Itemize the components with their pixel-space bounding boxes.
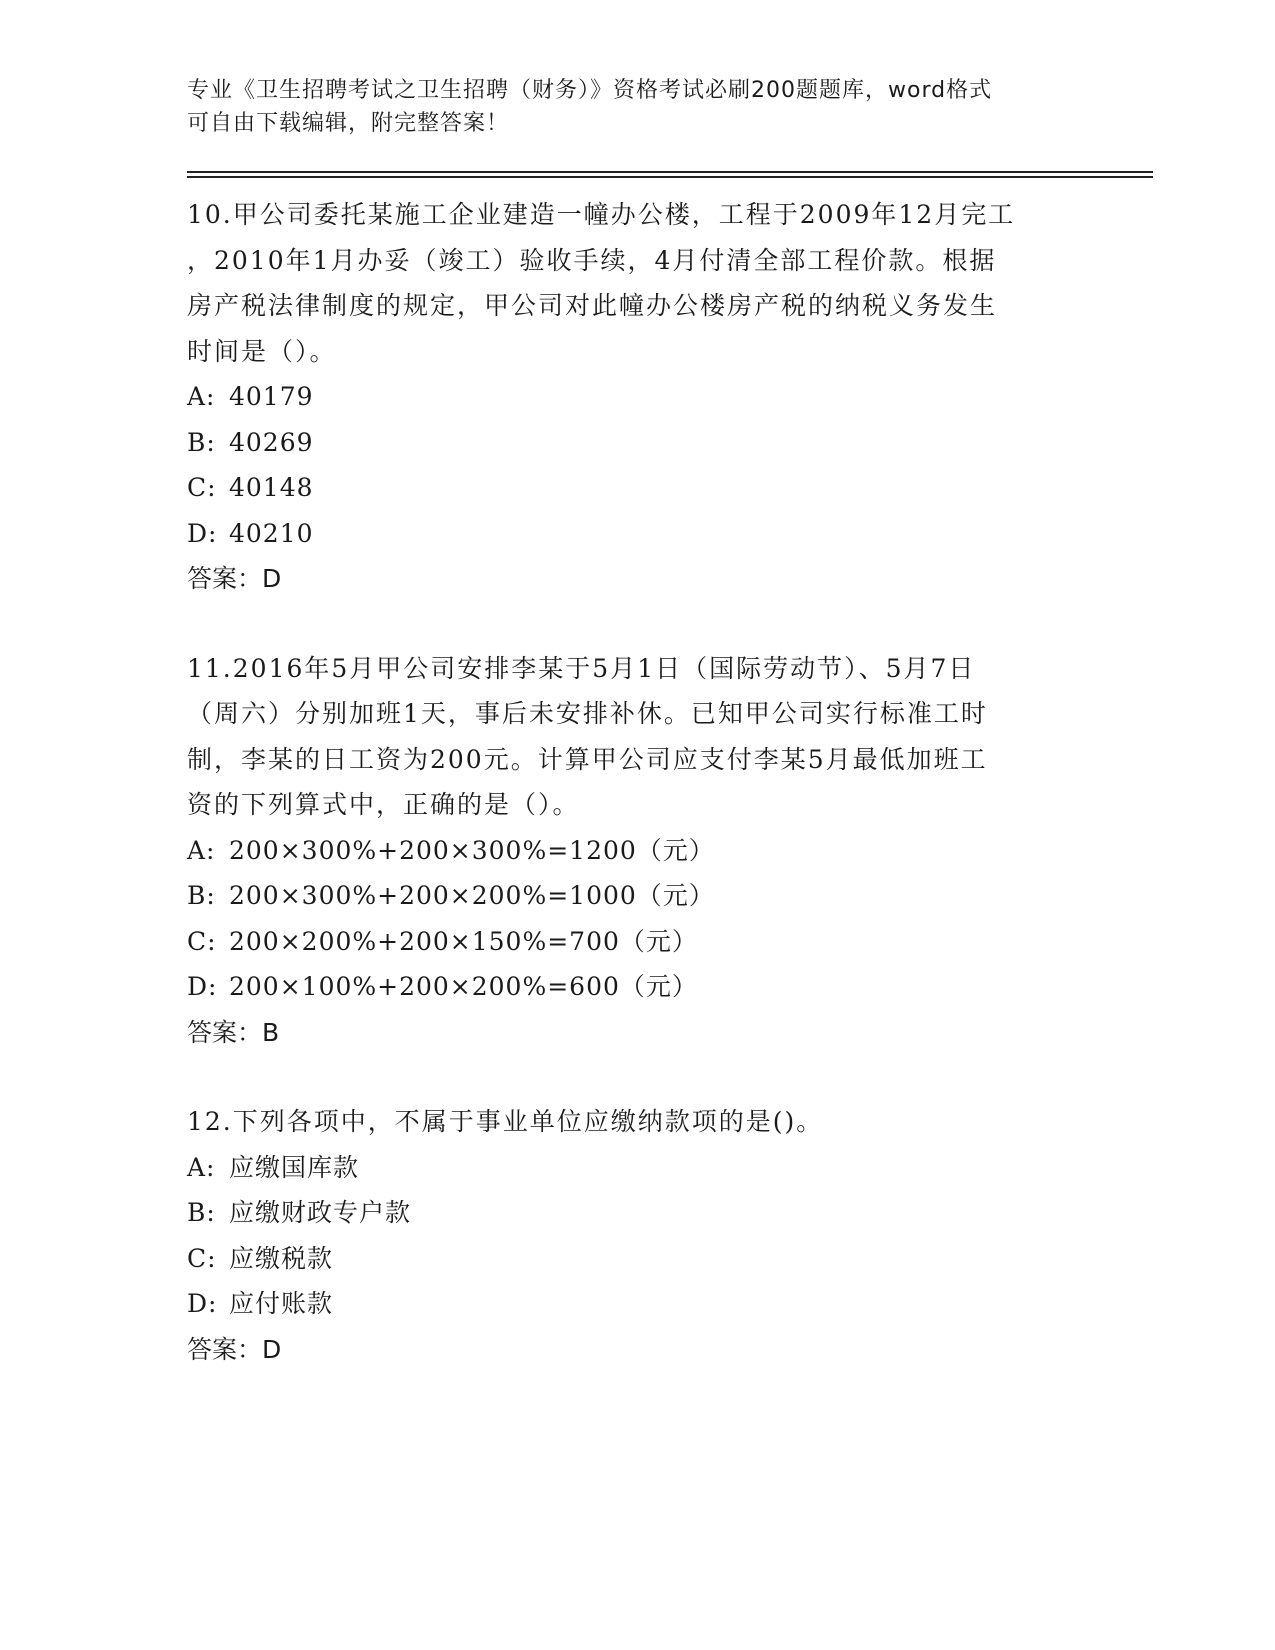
option-a (187, 828, 1087, 874)
answer-line: 答案：D (187, 1334, 282, 1364)
option-a (187, 374, 1087, 420)
question-stem-line: （周六）分别加班1天，事后未安排补休。已知甲公司实行标准工时 (187, 699, 988, 728)
question-stem-line: 制，李某的日工资为200元。计算甲公司应支付李某5月最低加班工 (187, 744, 988, 774)
question-list (187, 192, 1087, 1372)
spacer (187, 1055, 1087, 1099)
option-text: 40269 (229, 427, 314, 457)
option-letter: B: (187, 881, 216, 910)
option-c (187, 465, 1087, 511)
option-c (187, 919, 1087, 965)
option-text: 应缴财政专户款 (229, 1198, 412, 1227)
answer-line: 答案：B (187, 1017, 280, 1047)
option-letter: A: (187, 835, 216, 865)
document-header (187, 74, 1067, 140)
option-text: 200×200%+200×150%=700（元） (229, 926, 698, 956)
option-text: 应缴国库款 (229, 1152, 360, 1182)
option-b (187, 1190, 1087, 1236)
option-text: 200×300%+200×300%=1200（元） (229, 835, 715, 865)
question-12 (187, 1099, 1087, 1372)
header-divider-bottom (187, 176, 1153, 178)
option-text: 200×100%+200×200%=600（元） (229, 972, 698, 1001)
question-stem-line: 11.2016年5月甲公司安排李某于5月1日（国际劳动节）、5月7日 (187, 653, 976, 683)
option-text: 40210 (229, 518, 314, 548)
option-text: 200×300%+200×200%=1000（元） (229, 881, 715, 910)
option-letter: B: (187, 427, 216, 457)
option-text: 应缴税款 (229, 1243, 334, 1273)
option-d (187, 511, 1087, 557)
question-stem-line: 12.下列各项中，不属于事业单位应缴纳款项的是()。 (187, 1107, 824, 1136)
question-stem-line: 资的下列算式中，正确的是（）。 (187, 790, 580, 819)
question-stem-line: 10.甲公司委托某施工企业建造一幢办公楼，工程于2009年12月完工 (187, 200, 1016, 229)
option-b (187, 873, 1087, 919)
question-stem-line: 房产税法律制度的规定，甲公司对此幢办公楼房产税的纳税义务发生 (187, 291, 998, 320)
option-letter: D: (187, 1289, 218, 1318)
option-text: 应付账款 (229, 1289, 334, 1318)
option-text: 40179 (229, 382, 314, 411)
header-divider-top (187, 171, 1153, 173)
question-stem-line: 时间是（）。 (187, 336, 337, 366)
option-letter: C: (187, 473, 217, 502)
option-letter: A: (187, 382, 216, 411)
question-10 (187, 192, 1087, 602)
option-letter: C: (187, 926, 217, 956)
header-line-1: 专业《卫生招聘考试之卫生招聘（财务）》资格考试必刷200题题库，word格式 (187, 78, 993, 103)
option-b (187, 420, 1087, 466)
answer-line: 答案：D (187, 564, 282, 593)
option-letter: D: (187, 518, 218, 548)
option-d (187, 1281, 1087, 1327)
header-line-2: 可自由下载编辑，附完整答案！ (187, 111, 510, 136)
spacer (187, 602, 1087, 646)
option-letter: C: (187, 1243, 217, 1273)
option-letter: A: (187, 1152, 216, 1182)
option-text: 40148 (229, 473, 314, 502)
question-stem-line: ，2010年1月办妥（竣工）验收手续，4月付清全部工程价款。根据 (187, 245, 997, 275)
question-11 (187, 646, 1087, 1056)
option-a (187, 1145, 1087, 1191)
option-c (187, 1236, 1087, 1282)
option-d (187, 964, 1087, 1010)
option-letter: B: (187, 1198, 216, 1227)
option-letter: D: (187, 972, 218, 1001)
